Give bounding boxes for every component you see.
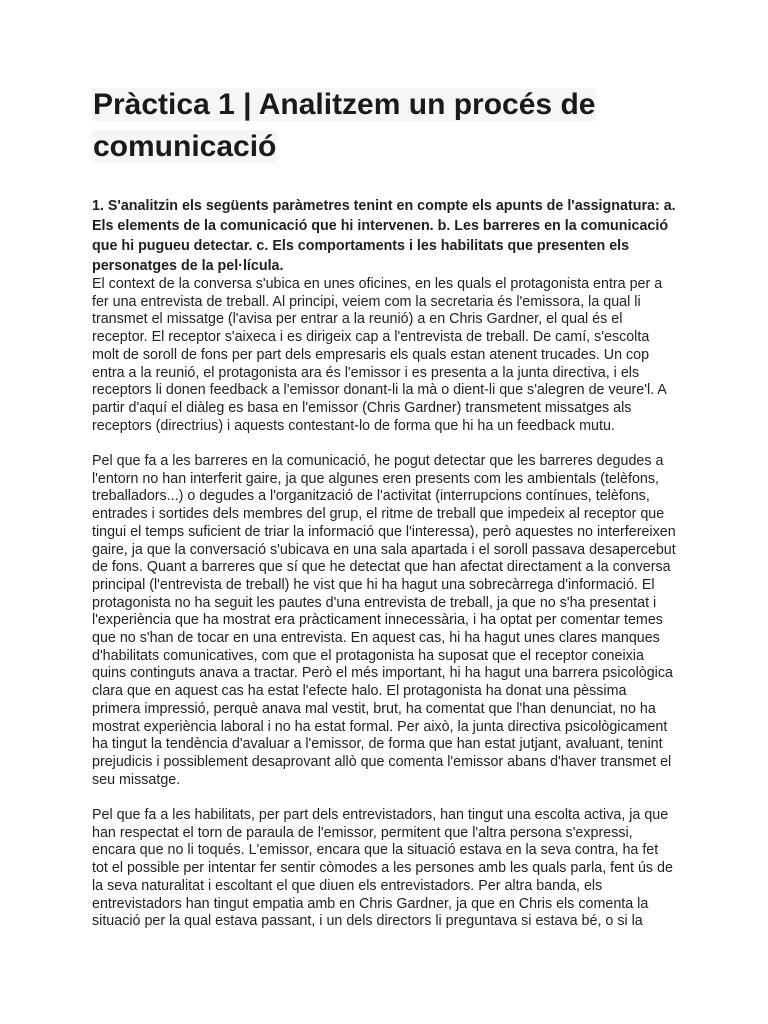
paragraph-elements: El context de la conversa s'ubica en unes oficines, en les quals el protagonista entra per a fer una entrevista de treball. Al principi, veiem com la secretaria és l'emissora, la qual li transmet el missatge (l'avisa per entrar a la reunió) a en Chris Gardner, el qual és el receptor. El receptor s'aixeca i es dirigeix cap a l'entrevista de treball. De camí, s'escolta molt de soroll de fons per part dels empresaris els quals estan atenent trucades. Un cop entra a la reunió, el protagonista ara és l'emissor i es presenta a la junta directiva, i els receptors li donen feedback a l'emissor donant-li la mà o dient-li que s'alegren de veure'l. A partir d'aquí el diàleg es basa en l'emissor (Chris Gardner) transmetent missatges als receptors (directrius) i aquests contestant-lo de forma que hi ha un feedback mutu. [92, 276, 667, 434]
document-body [92, 276, 677, 931]
paragraph-barriers: Pel que fa a les barreres en la comunicació, he pogut detectar que les barreres degudes a l'entorn no han interferit gaire, ja que algunes eren presents com les ambientals (telèfons, treballadors...) o degudes a l'organització de l'activitat (interrupcions contínues, telèfons, entrades i sortides dels membres del grup, el ritme de treball que impedeix al receptor que tingui el temps suficient de triar la informació que l'interessa), però aquestes no interfereixen gaire, ja que la conversació s'ubicava en una sala apartada i el soroll passava desapercebut de fons. Quant a barreres que sí que he detectat que han afectat directament a la conversa principal (l'entrevista de treball) he vist que hi ha hagut una sobrecàrrega d'informació. El protagonista no ha seguit les pautes d'una entrevista de treball, ja que no s'ha presentat i l'experiència que ha mostrat era pràcticament innecessària, i ha optat per comentar temes que no s'han de tocar en una entrevista. En aquest cas, hi ha hagut unes clares manques d'habilitats comunicatives, com que el protagonista ha suposat que el receptor coneixia quins continguts anava a tractar. Però el més important, hi ha hagut una barrera psicològica clara que en aquest cas ha estat l'efecte halo. El protagonista ha donat una pèssima primera impressió, perquè anava mal vestit, brut, ha comentat que l'han denunciat, no ha mostrat experiència laboral i no ha estat formal. Per això, la junta directiva psicològicament ha tingut la tendència d'avaluar a l'emissor, de forma que han estat jutjant, avaluant, tenint prejudicis i possiblement desaprovant allò que comenta l'emissor abans d'haver transmet el seu missatge. [92, 453, 676, 788]
document-page [92, 84, 677, 931]
paragraph-skills: Pel que fa a les habilitats, per part dels entrevistadors, han tingut una escolta activa, ja que han respectat el torn de paraula de l'emissor, permitent que l'altra persona s'expressi, encara que no li toqués. L'emissor, encara que la situació estava en la seva contra, ha fet tot el possible per intentar fer sentir còmodes a les persones amb les quals parla, fent ús de la seva naturalitat i escoltant el que diuen els entrevistadors. Per altra banda, els entrevistadors han tingut empatia amb en Chris Gardner, ja que en Chris els comenta la situació per la qual estava passant, i un dels directors li preguntava si estava bé, o si la [92, 807, 673, 930]
title-line-1: Pràctica 1 | Analitzem un procés de [93, 88, 596, 121]
title-line-2: comunicació [93, 130, 277, 163]
page-title [92, 84, 677, 168]
question-heading: 1. S'analitzin els següents paràmetres tenint en compte els apunts de l'assignatura: a. Els elements de la comunicació que hi intervenen. b. Les barreres en la comunicació que hi pugueu detectar. c. Els comportaments i les habilitats que presenten els personatges de la pel·lícula. [92, 198, 676, 274]
